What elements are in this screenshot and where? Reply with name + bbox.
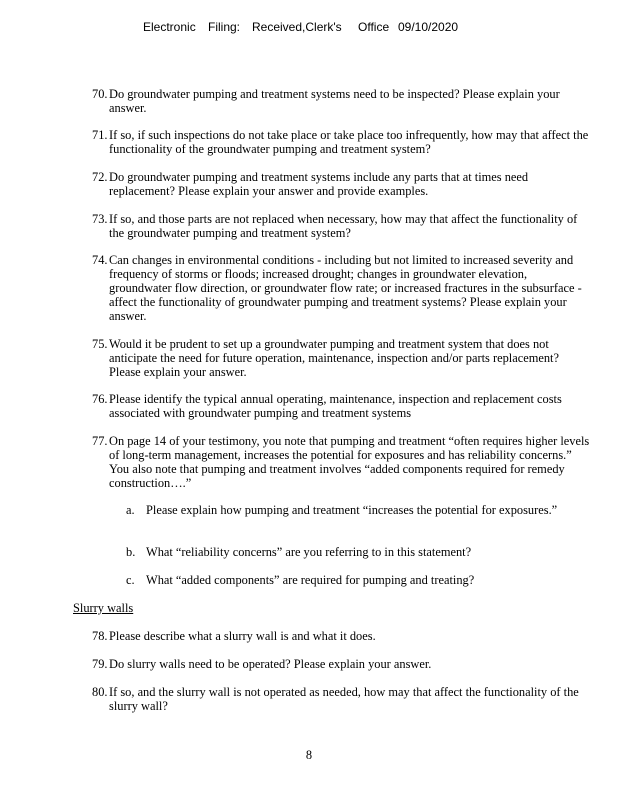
subquestion-c [126,573,566,587]
subquestion-text: What “reliability concerns” are you referring to in this statement? [146,545,472,559]
subquestion-letter: c. [126,573,135,587]
subquestion-text: What “added components” are required for pumping and treating? [146,573,475,587]
question-text: Please describe what a slurry wall is and what it does. [109,629,376,643]
header-filing: Filing: [208,20,241,34]
question-number: 78. [92,629,108,643]
header-office: Office [358,20,390,34]
subquestion-letter: b. [126,545,136,559]
question-75 [92,337,592,379]
question-79 [92,657,592,671]
question-number: 72. [92,170,108,184]
question-number: 80. [92,685,108,699]
question-72 [92,170,592,198]
question-text: If so, and the slurry wall is not operated as needed, how may that affect the functionality of the slurry wall? [109,685,579,713]
question-text: Do slurry walls need to be operated? Please explain your answer. [109,657,432,671]
question-76 [92,392,592,420]
question-number: 74. [92,253,108,267]
question-73 [92,212,592,240]
header-received: Received,Clerk's [252,20,342,34]
question-78 [92,629,592,643]
question-text: Would it be prudent to set up a groundwater pumping and treatment system that does not anticipate the need for future operation, maintenance, inspection and/or parts replacement? Please explain your answer. [109,337,559,379]
question-number: 73. [92,212,108,226]
question-text: Can changes in environmental conditions - including but not limited to increased severity and frequency of storms or floods; increased drought; changes in groundwater elevation, groundwater flow direction, or groundwater flow rate; or increased fractures in the subsurface - affect the functionality of groundwater pumping and treatment systems? Please explain your answer. [109,253,582,323]
question-number: 70. [92,87,108,101]
question-number: 77. [92,434,108,448]
subquestion-letter: a. [126,503,135,517]
subquestion-b [126,545,566,559]
question-number: 75. [92,337,108,351]
question-70 [92,87,592,115]
question-text: On page 14 of your testimony, you note that pumping and treatment “often requires higher levels of long-term management, increases the potential for exposures and has reliability concerns.” You also note that pumping and treatment involves “added components required for remedy construction….” [109,434,590,490]
subquestion-a [126,503,566,517]
header-electronic: Electronic [143,20,196,34]
subquestion-text: Please explain how pumping and treatment “increases the potential for exposures.” [146,503,558,517]
question-71 [92,128,592,156]
section-heading-slurry-walls: Slurry walls [73,601,134,615]
header-date: 09/10/2020 [398,20,459,34]
question-80 [92,685,592,713]
question-text: If so, and those parts are not replaced when necessary, how may that affect the functionality of the groundwater pumping and treatment system? [109,212,578,240]
question-text: Do groundwater pumping and treatment systems include any parts that at times need replacement? Please explain your answer and provide examples. [109,170,529,198]
question-number: 79. [92,657,108,671]
question-text: If so, if such inspections do not take place or take place too infrequently, how may that affect the functionality of the groundwater pumping and treatment system? [109,128,589,156]
question-74 [92,253,592,323]
question-text: Do groundwater pumping and treatment systems need to be inspected? Please explain your answer. [109,87,560,115]
page-number: 8 [305,748,313,762]
question-number: 71. [92,128,108,142]
question-number: 76. [92,392,108,406]
question-text: Please identify the typical annual operating, maintenance, inspection and replacement costs associated with groundwater pumping and treatment systems [109,392,562,420]
question-77 [92,434,592,490]
